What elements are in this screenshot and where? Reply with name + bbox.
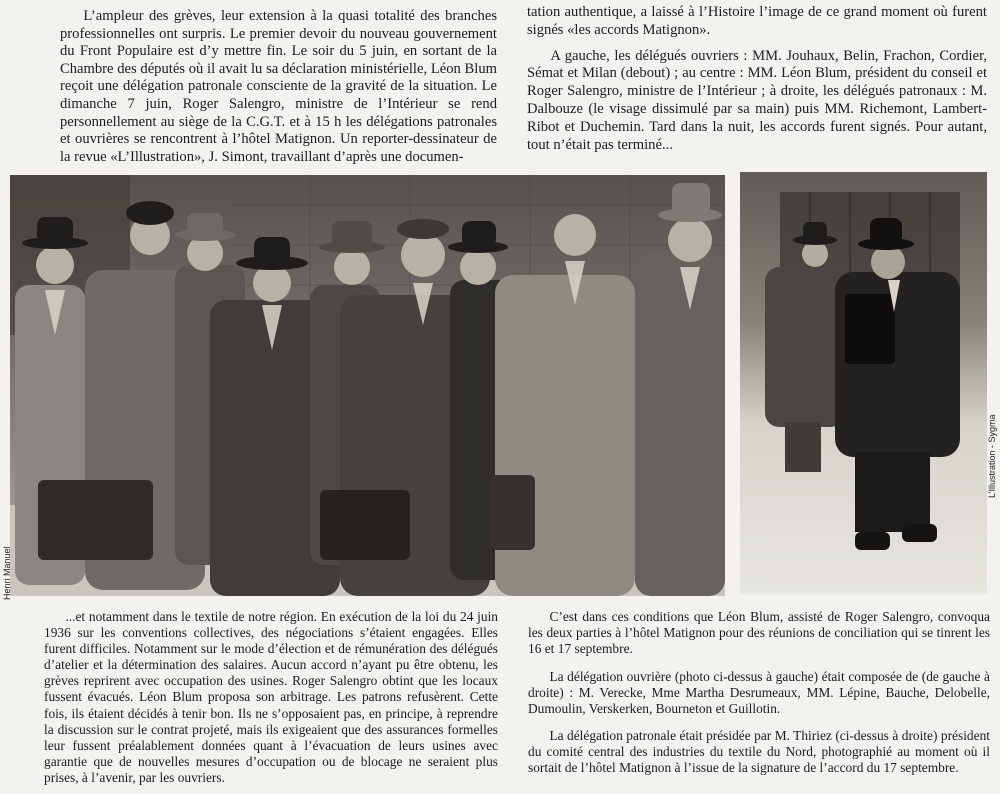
employers-delegation-caption: La délégation patronale était présidée par M. Thiriez (ci-dessus à droite) président du comité central des industries du textile du Nord, photographié au moment où il sortait de l’hôtel Matignon à l’issue de la signature de l’accord du 17 septembre. [528,728,990,776]
intro-continuation: tation authentique, a laissé à l’Histoire l’image de ce grand moment où furent signés «les accords Matignon». [527,4,987,38]
workers-delegation-caption: La délégation ouvrière (photo ci-dessus à gauche) était composée de (de gauche à droite) : M. Verecke, Mme Martha Desrumeaux, MM. Lépine, Bauche, Delobelle, Dumoulin, Verskerken, Bourneton et Guillotin. [528,668,990,716]
matignon-delegates-paragraph: A gauche, les délégués ouvriers : MM. Jouhaux, Belin, Frachon, Cordier, Sémat et Milan (debout) ; au centre : MM. Léon Blum, président du conseil et Roger Salengro, ministre de l’Intérieur ; à droite, les délégués patronaux : M. Dalbouze (le visage dissimulé par sa main) puis MM. Richemont, Lambert-Ribot et Duchemin. Tard dans la nuit, les accords furent signés. Pour autant, tout n’était pas terminé... [527,47,987,153]
photo-credit-left: Henri Manuel [2,546,12,600]
photo-thiriez-leaving-matignon [740,172,987,594]
photo-credit-right: L’Illustration - Sygma [987,414,997,498]
intro-paragraph: L’ampleur des grèves, leur extension à la quasi totalité des branches professionnelles ont surpris. Le premier devoir du nouveau gouvernement du Front Populaire est d’y mettre fin. Le soir du 5 juin, en sortant de la Chambre des députés où il avait lu sa déclaration ministérielle, Léon Blum reçoit une délégation patronale consciente de la gravité de la situation. Le dimanche 7 juin, Roger Salengro, ministre de l’Intérieur se rend personnellement au siège de la C.G.T. et à 15 h les délégations patronales et ouvrières se rencontrent à l’hôtel Matignon. Un reporter-dessinateur de la revue «L’Illustration», J. Simont, travaillant d’après une documen- [60,8,497,165]
workers-delegation-illustration [10,175,725,596]
conciliation-paragraph: C’est dans ces conditions que Léon Blum, assisté de Roger Salengro, convoqua les deux parties à l’hôtel Matignon pour des réunions de conciliation qui se tinrent les 16 et 17 septembre. [528,609,990,656]
top-left-column [60,8,497,174]
bottom-right-column [528,609,990,788]
top-right-column [527,4,987,162]
photo-workers-delegation [10,175,725,596]
thiriez-illustration [740,172,987,594]
textile-negotiations-paragraph: ...et notamment dans le textile de notre région. En exécution de la loi du 24 juin 1936 sur les conventions collectives, des négociations s’étaient engagées. Elles furent difficiles. Notamment sur le mode d’élection et de rémunération des délégués d’atelier et la détermination des salaires. Aucun accord n’ayant pu être obtenu, les grèves reprirent avec occupation des usines. Roger Salengro obtint que les locaux fussent évacués. Léon Blum proposa son arbitrage. Les patrons refusèrent. Cette fois, ils étaient décidés à tenir bon. Ils ne s’opposaient pas, en principe, à reprendre la discussion sur le contrat projeté, mais ils exigeaient que des assurances formelles leur fussent préalablement données quant à l’évacuation de leurs usines avec garantie que de nouvelles mesures d’occupation ou de blocage ne seraient plus prises, à l’avenir, par les ouvriers. [44,609,498,785]
bottom-left-column [44,609,498,794]
